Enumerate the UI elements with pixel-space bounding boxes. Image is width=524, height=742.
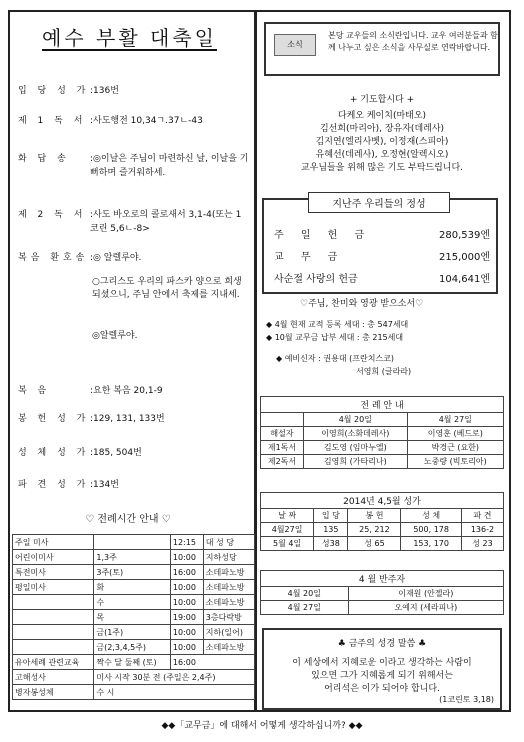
duty-cell: 제2독서 bbox=[261, 455, 304, 469]
worship-cell: 소데파노방 bbox=[203, 580, 254, 595]
organist-cell: 이재원 (안젤라) bbox=[348, 587, 503, 601]
hymn-cell: 성 23 bbox=[461, 537, 503, 551]
verse-line: 어리석은 이가 되어야 합니다. bbox=[324, 684, 440, 694]
organist-cell: 4월 20일 bbox=[261, 587, 349, 601]
acclamation-response: ◎알렐루야. bbox=[92, 331, 138, 341]
worship-cell: 화 bbox=[94, 580, 171, 595]
order-second-reading: 제 2 독 서 :사도 바오로의 콜로새서 3,1-4(또는 1코린 5,6ㄴ-8> bbox=[18, 210, 242, 234]
order-first-reading: 제 1 독 서 :사도행전 10,34ㄱ.37ㄴ-43 bbox=[18, 116, 203, 126]
table-row bbox=[13, 580, 255, 595]
worship-cell: 소데파노방 bbox=[203, 565, 254, 580]
order-recessional: 파 견 성 가 :134번 bbox=[18, 480, 119, 490]
worship-cell: 지하성당 bbox=[203, 550, 254, 565]
hymn-header-cell: 입 당 bbox=[314, 509, 348, 523]
worship-cell: 특전미사 bbox=[13, 565, 94, 580]
worship-cell: 10:00 bbox=[170, 580, 203, 595]
order-psalm: 화 답 송 :◎이날은 주님이 마련하신 날, 이날을 기뻐하며 즐거워하세. bbox=[18, 154, 249, 178]
duty-cell: 제1독서 bbox=[261, 441, 304, 455]
organist-cell: 오예지 (세라피나) bbox=[348, 601, 503, 615]
table-row bbox=[13, 685, 255, 700]
table-row bbox=[261, 441, 504, 455]
worship-cell: 짝수 달 둘째 (토) bbox=[94, 655, 171, 670]
verse-title: ♣ 금주의 성경 말씀 ♣ bbox=[337, 639, 427, 649]
table-row bbox=[13, 625, 255, 640]
verse-line: 있으면 그가 지혜롭게 되기 위해서는 bbox=[311, 671, 453, 681]
worship-cell: 미사 시작 30분 전 (주일은 2,4주) bbox=[94, 670, 255, 685]
table-row bbox=[261, 427, 504, 441]
table-row bbox=[13, 565, 255, 580]
page-title: 예수 부활 대축일 bbox=[42, 26, 217, 50]
order-gospel: 복 음 :요한 복음 20,1-9 bbox=[18, 386, 163, 396]
worship-cell: 12:15 bbox=[170, 535, 203, 550]
order-entrance: 입 당 성 가 :136번 bbox=[18, 86, 119, 96]
worship-cell bbox=[13, 625, 94, 640]
worship-cell: 금(2,3,4,5주) bbox=[94, 640, 171, 655]
worship-cell: 지하(일어) bbox=[203, 625, 254, 640]
worship-cell: 목 bbox=[94, 610, 171, 625]
table-row bbox=[13, 670, 255, 685]
worship-cell: 주일 미사 bbox=[13, 535, 94, 550]
candidate-line: 서영희 (글라라) bbox=[356, 367, 412, 376]
hymn-cell: 4월27일 bbox=[261, 523, 314, 537]
notice-badge: 소식 bbox=[274, 34, 316, 56]
table-header-row bbox=[261, 509, 504, 523]
prayer-header: + 기도합시다 + bbox=[349, 95, 415, 105]
worship-cell: 유아세례 관련교육 bbox=[13, 655, 94, 670]
worship-cell: 10:00 bbox=[170, 595, 203, 610]
worship-cell: 10:00 bbox=[170, 640, 203, 655]
order-acclamation: 복음 환호송 :◎ 알렐루야. bbox=[18, 253, 142, 263]
verse-line: 이 세상에서 지혜로운 이라고 생각하는 사람이 bbox=[292, 658, 472, 668]
prayer-section bbox=[262, 94, 502, 175]
table-row bbox=[13, 550, 255, 565]
worship-cell: 어린이미사 bbox=[13, 550, 94, 565]
duty-date: 4월 27일 bbox=[407, 413, 503, 427]
worship-cell: 병자봉성체 bbox=[13, 685, 94, 700]
worship-cell: 대 성 당 bbox=[203, 535, 254, 550]
duty-cell: 해설자 bbox=[261, 427, 304, 441]
worship-cell: 수 bbox=[94, 595, 171, 610]
duty-cell: 노중량 (빅토리아) bbox=[407, 455, 503, 469]
prayer-line: 김지연(엘리사벳), 이정재(스피아) bbox=[315, 137, 449, 147]
prayer-line: 교우님들을 위해 많은 기도 부탁드립니다. bbox=[300, 163, 464, 173]
prayer-line: 김선희(마리아), 장유자(데레사) bbox=[319, 124, 445, 134]
hymn-cell: 500, 178 bbox=[401, 523, 462, 537]
hymn-header-cell: 봉 헌 bbox=[348, 509, 401, 523]
liturgy-duty-table bbox=[260, 396, 504, 469]
table-row bbox=[261, 601, 504, 615]
organist-table bbox=[260, 570, 504, 615]
worship-cell: 고해성사 bbox=[13, 670, 94, 685]
worship-cell: 16:00 bbox=[170, 565, 203, 580]
worship-cell bbox=[13, 595, 94, 610]
verse-ref: (1코린토 3,18) bbox=[439, 695, 494, 704]
table-row bbox=[13, 610, 255, 625]
duty-date: 4월 20일 bbox=[304, 413, 408, 427]
worship-schedule-table bbox=[12, 534, 255, 700]
duty-cell: 김도영 (임마누엘) bbox=[304, 441, 408, 455]
hymn-cell: 성 65 bbox=[348, 537, 401, 551]
verse-box bbox=[262, 628, 502, 710]
worship-cell: 소데파노방 bbox=[203, 640, 254, 655]
worship-cell: 금(1주) bbox=[94, 625, 171, 640]
offering-title: 지난주 우리들의 정성 bbox=[308, 192, 450, 213]
duty-cell: 이영희(소화데레사) bbox=[304, 427, 408, 441]
worship-cell: 소데파노방 bbox=[203, 595, 254, 610]
worship-cell: 19:00 bbox=[170, 610, 203, 625]
worship-cell: 10:00 bbox=[170, 625, 203, 640]
hymn-header-cell: 성 체 bbox=[401, 509, 462, 523]
hymn-cell: 5월 4일 bbox=[261, 537, 314, 551]
offering-thanks: ♡주님, 찬미와 영광 받으소서♡ bbox=[300, 299, 424, 309]
bottom-question: ◆◆「교무금」에 대해서 어떻게 생각하십니까? ◆◆ bbox=[161, 721, 363, 731]
notice-box bbox=[264, 22, 500, 76]
table-row bbox=[261, 523, 504, 537]
hymn-cell: 153, 170 bbox=[401, 537, 462, 551]
hymn-table bbox=[260, 492, 504, 551]
organist-title: 4 월 반주자 bbox=[261, 571, 504, 587]
organist-cell: 4월 27일 bbox=[261, 601, 349, 615]
worship-cell: 3층다락방 bbox=[203, 610, 254, 625]
duty-cell: 김영희 (가타리나) bbox=[304, 455, 408, 469]
table-row bbox=[13, 595, 255, 610]
hymn-header-cell: 파 견 bbox=[461, 509, 503, 523]
worship-cell: 수 시 bbox=[94, 685, 255, 700]
table-row bbox=[13, 640, 255, 655]
acclamation-verse: ○그리스도 우리의 파스카 양으로 희생되셨으니, 주님 안에서 축제를 지내세. bbox=[92, 277, 242, 300]
notice-text: 본당 교우들의 소식란입니다. 교우 여러분들과 함께 나누고 싶은 소식을 사무실로 연락바랍니다. bbox=[328, 31, 498, 52]
hymn-cell: 136-2 bbox=[461, 523, 503, 537]
worship-cell: 10:00 bbox=[170, 550, 203, 565]
table-row bbox=[261, 587, 504, 601]
worship-schedule-title: ♡ 전례시간 안내 ♡ bbox=[85, 514, 171, 525]
table-row bbox=[13, 535, 255, 550]
duty-cell: 박경근 (요한) bbox=[407, 441, 503, 455]
hymn-cell: 135 bbox=[314, 523, 348, 537]
duty-cell: 이영훈 (베드로) bbox=[407, 427, 503, 441]
order-offertory: 봉 헌 성 가 :129, 131, 133번 bbox=[18, 414, 165, 424]
worship-cell bbox=[13, 640, 94, 655]
worship-cell: 16:00 bbox=[170, 655, 254, 670]
worship-cell: 3주(토) bbox=[94, 565, 171, 580]
offering-box: 지난주 우리들의 정성 주 일 헌 금 280,539엔 교 무 금 215,000엔 사순절 사랑의 헌금 104,641엔 bbox=[262, 198, 498, 294]
table-row bbox=[13, 655, 255, 670]
order-communion: 성 체 성 가 :185, 504번 bbox=[18, 448, 142, 458]
registry-line: ◆ 4월 현재 교적 등록 세대 : 총 547세대 bbox=[266, 320, 409, 329]
hymn-cell: 성38 bbox=[314, 537, 348, 551]
worship-cell: 1,3주 bbox=[94, 550, 171, 565]
prayer-line: 다케오 케이치(마태오) bbox=[337, 111, 427, 121]
prayer-line: 유혜선(데레사), 오정현(알렉시오) bbox=[315, 150, 449, 160]
worship-cell: 평일미사 bbox=[13, 580, 94, 595]
duty-title: 전 례 안 내 bbox=[261, 397, 504, 413]
registry-line: ◆ 10월 교무금 납부 세대 : 총 215세대 bbox=[266, 333, 404, 342]
table-row bbox=[261, 455, 504, 469]
hymn-header-cell: 날 짜 bbox=[261, 509, 314, 523]
table-row bbox=[261, 537, 504, 551]
worship-cell bbox=[13, 610, 94, 625]
candidate-line: ◆ 예비신자 : 권용대 (프란치스코) bbox=[276, 354, 394, 363]
hymn-cell: 25, 212 bbox=[348, 523, 401, 537]
hymn-table-title: 2014년 4,5월 성가 bbox=[261, 493, 504, 509]
worship-cell bbox=[94, 535, 171, 550]
